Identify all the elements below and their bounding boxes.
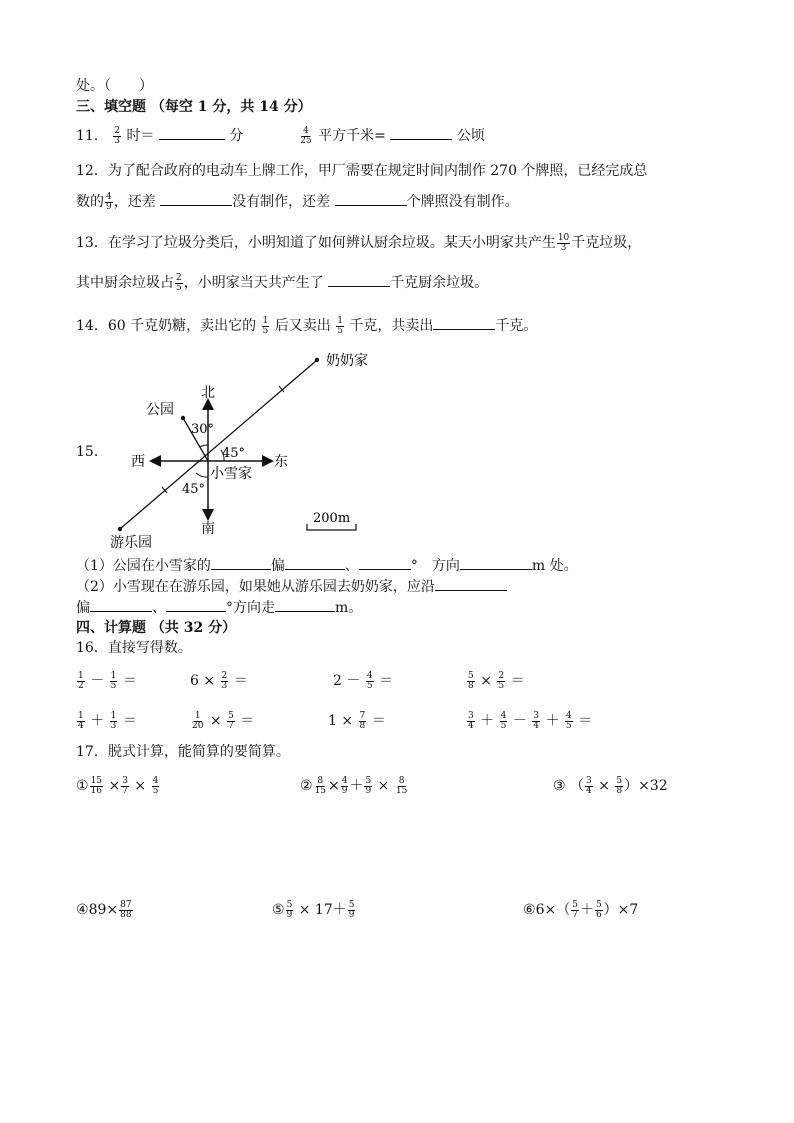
section-3-heading (76, 97, 312, 117)
label-home: 小雪家 (210, 466, 252, 482)
amusement-point (118, 527, 122, 531)
answer-blank[interactable] (328, 272, 390, 287)
mental-calc-item: $\frac{3}{4}$ ＋ $\frac{4}{5}$ － $\frac{3}{4}$ ＋ $\frac{4}{5}$ ＝ (468, 710, 593, 731)
mental-calc-item: 1 × $\frac{7}{8}$ ＝ (328, 710, 386, 731)
fraction: $\frac{2}{3}$ (114, 125, 121, 146)
calc-item-1: ① $\frac{15}{16}$ × $\frac{3}{7}$ × $\frac{4}{5}$ (76, 775, 159, 796)
answer-blank[interactable] (390, 125, 452, 140)
section-4-heading (76, 618, 236, 638)
mental-calc-item: $\frac{1}{20}$ × $\frac{5}{7}$ ＝ (192, 710, 255, 731)
mental-calc-item: $\frac{1}{2}$ － $\frac{1}{5}$ ＝ (78, 670, 137, 691)
section-score: （共 32 分） (150, 620, 237, 636)
answer-blank[interactable] (166, 597, 226, 612)
fraction: $\frac{2}{5}$ (176, 272, 182, 293)
question-12-line1: 12．为了配合政府的电动车上牌工作，甲厂需要在规定时间内制作 270 个牌照，已经完成总 (76, 163, 648, 179)
fraction: $\frac{4}{9}$ (106, 191, 112, 212)
mental-calc-item: $\frac{5}{8}$ × $\frac{2}{5}$ ＝ (468, 670, 525, 691)
answer-blank[interactable] (275, 597, 335, 612)
grandma-point (315, 358, 319, 362)
calc-item-3: ③ （ $\frac{3}{4}$ × $\frac{5}{8}$ ）×32 (553, 775, 668, 796)
calc-item-5: ⑤ $\frac{5}{9}$ × 17＋ $\frac{5}{9}$ (272, 899, 355, 920)
question-16-title: 16．直接写得数。 (76, 640, 192, 656)
question-15-2-cont: 偏 、 °方向走 m。 (76, 597, 362, 618)
calc-item-6: ⑥6×（ $\frac{5}{7}$ ＋ $\frac{5}{6}$ ）×7 (523, 899, 639, 920)
question-12-line2: 数的 $\frac{4}{9}$ ，还差 没有制作，还差 个牌照没有制作。 (76, 191, 519, 212)
fraction: $\frac{4}{25}$ (300, 125, 312, 146)
answer-blank[interactable] (211, 555, 271, 570)
direction-map (108, 348, 378, 550)
mental-calc-item: 6 × $\frac{2}{3}$ ＝ (190, 670, 248, 691)
question-15-number: 15． (76, 444, 108, 460)
answer-blank[interactable] (435, 576, 507, 591)
label-amusement: 游乐园 (110, 535, 152, 550)
question-15-2: （2）小雪现在在游乐园，如果她从游乐园去奶奶家，应沿 (76, 576, 507, 597)
calc-item-2: ② $\frac{8}{15}$ × $\frac{4}{9}$ ＋ $\frac{5}{9}$ × $\frac{8}{15}$ (300, 775, 408, 796)
section-title: 四、计算题 (76, 620, 146, 636)
answer-blank[interactable] (160, 191, 232, 206)
section-score: （每空 1 分，共 14 分） (150, 99, 312, 115)
mental-calc-item: $\frac{1}{4}$ ＋ $\frac{1}{3}$ ＝ (78, 710, 137, 731)
question-15-1: （1）公园在小雪家的 偏 、 ° 方向 m 处。 (76, 555, 578, 576)
answer-blank[interactable] (285, 555, 345, 570)
prev-question-tail: 处。（ ） (76, 78, 153, 94)
section-title: 三、填空题 (76, 99, 146, 115)
label-angle-ne: 45° (222, 446, 246, 461)
label-south: 南 (201, 521, 215, 537)
label-west: 西 (131, 454, 145, 470)
question-17-title: 17．脱式计算，能简算的要简算。 (76, 744, 290, 760)
question-13-line1: 13．在学习了垃圾分类后，小明知道了如何辨认厨余垃圾。某天小明家共产生 $\frac{10}{3}$ 千克垃圾， (76, 232, 642, 253)
fraction: $\frac{1}{5}$ (262, 315, 269, 336)
answer-blank[interactable] (90, 597, 152, 612)
route-line (120, 360, 317, 529)
answer-blank[interactable] (460, 555, 532, 570)
label-east: 东 (274, 454, 288, 470)
mental-calc-item: 2 － $\frac{4}{5}$ ＝ (333, 670, 393, 691)
question-11: 11． $\frac{2}{3}$ 时＝ 分 $\frac{4}{25}$ 平方千米= 公顷 (76, 125, 485, 146)
scale-label: 200m (313, 511, 351, 526)
calc-item-4: ④89× $\frac{87}{88}$ (76, 899, 132, 920)
answer-blank[interactable] (359, 555, 411, 570)
fraction: $\frac{10}{3}$ (557, 232, 570, 253)
fraction: $\frac{1}{5}$ (337, 315, 343, 336)
label-park: 公园 (146, 402, 174, 418)
park-point (181, 416, 185, 420)
label-angle-park: 30° (191, 422, 215, 437)
answer-blank[interactable] (335, 191, 407, 206)
answer-blank[interactable] (433, 315, 495, 330)
label-grandma: 奶奶家 (326, 353, 368, 369)
label-angle-sw: 45° (182, 482, 206, 497)
question-13-line2: 其中厨余垃圾占 $\frac{2}{5}$ ，小明家当天共产生了 千克厨余垃圾。 (76, 272, 489, 293)
question-14: 14．60 千克奶糖，卖出它的 $\frac{1}{5}$ 后又卖出 $\frac{1}{5}$ 千克，共卖出 千克。 (76, 315, 538, 336)
answer-blank[interactable] (159, 125, 225, 140)
label-north: 北 (201, 385, 215, 401)
